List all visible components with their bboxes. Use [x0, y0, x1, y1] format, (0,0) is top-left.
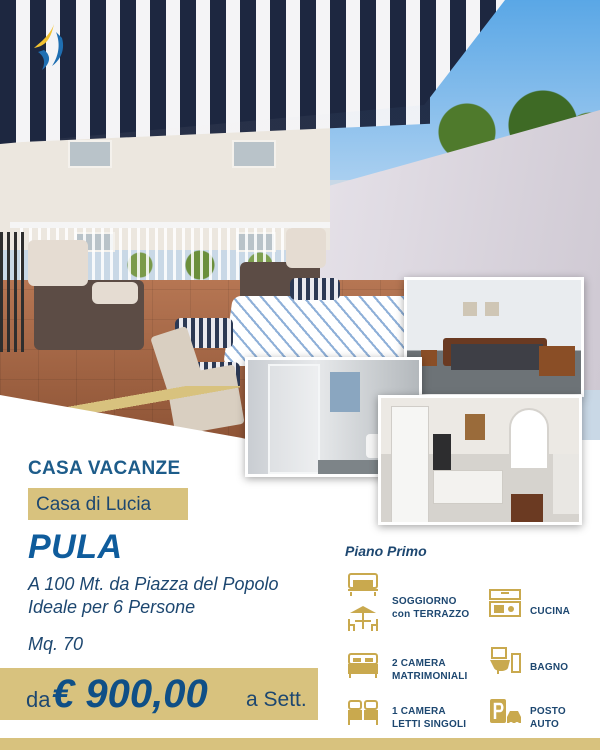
amenity-label: [530, 661, 568, 674]
amenity-label: [392, 705, 466, 731]
sail-logo-icon: [30, 22, 70, 72]
property-name: Casa di Lucia: [36, 494, 152, 515]
amenity-line: 2 CAMERA: [392, 658, 446, 669]
price-prefix: da: [26, 687, 51, 712]
category-label: CASA VACANZE: [28, 458, 181, 479]
bathroom-icon: [488, 646, 522, 676]
parking-icon: [488, 697, 522, 727]
sofa-icon: [346, 568, 380, 598]
amenity-line: SOGGIORNO: [392, 596, 457, 607]
amenity-line: con TERRAZZO: [392, 609, 470, 620]
price-suffix: a Sett.: [246, 688, 307, 711]
floor-title: Piano Primo: [345, 543, 427, 559]
amenity-line: BAGNO: [530, 662, 569, 673]
double-bed-icon: [346, 650, 380, 680]
location-description: A 100 Mt. da Piazza del Popolo: [28, 574, 279, 594]
bottom-gold-strip: [0, 738, 600, 750]
kitchen-icon: [488, 588, 522, 618]
amenity-line: AUTO: [530, 719, 559, 730]
amenity-line: LETTI SINGOLI: [392, 719, 467, 730]
amenity-label: [392, 595, 469, 621]
kitchen-photo: [378, 395, 582, 525]
price-value: € 900,00: [52, 672, 208, 716]
amenity-line: MATRIMONIALI: [392, 671, 468, 682]
chair-cushion: [28, 240, 88, 286]
striped-chair: [290, 278, 340, 300]
side-railing: [0, 232, 24, 352]
amenity-line: CUCINA: [530, 606, 571, 617]
building-window: [68, 140, 112, 168]
amenity-label: [392, 657, 468, 683]
building-window: [232, 140, 276, 168]
property-name-box: [28, 488, 188, 520]
patio-table: [223, 296, 423, 366]
amenity-label: [530, 705, 566, 731]
terrace-table-icon: [346, 603, 380, 633]
amenity-line: POSTO: [530, 706, 566, 717]
chair-cushion: [92, 282, 138, 304]
capacity-description: Ideale per 6 Persone: [28, 597, 196, 617]
amenity-line: 1 CAMERA: [392, 706, 446, 717]
chair-cushion: [286, 228, 326, 268]
bedroom-photo: [404, 277, 584, 397]
city-title: PULA: [28, 528, 123, 566]
size-label: Mq. 70: [28, 634, 84, 654]
single-beds-icon: [346, 697, 380, 727]
amenity-label: [530, 605, 570, 618]
